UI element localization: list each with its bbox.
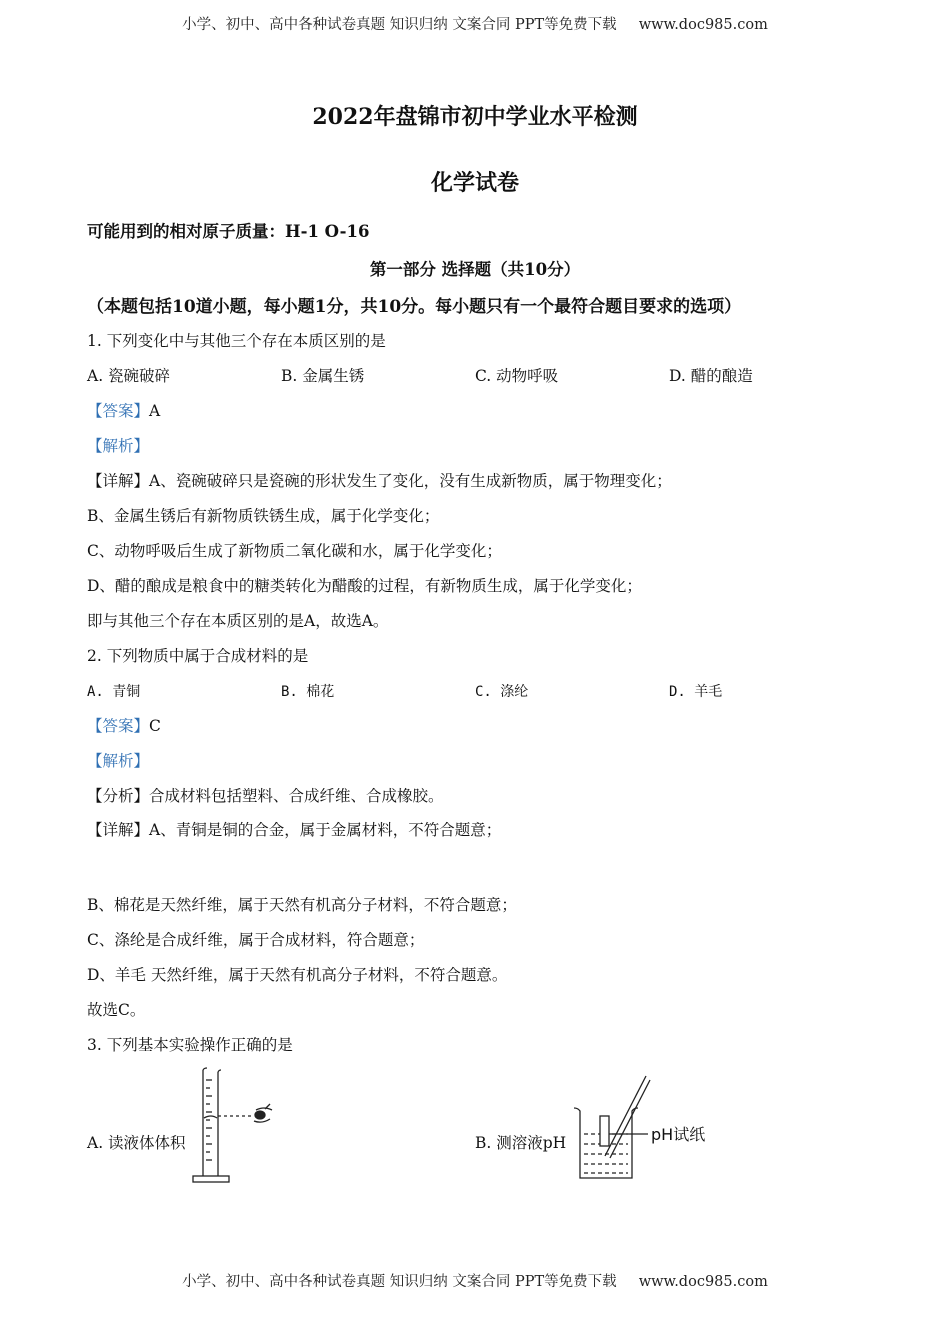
q3-stem: 3. 下列基本实验操作正确的是 (87, 1036, 293, 1054)
q1-line: 【详解】A、瓷碗破碎只是瓷碗的形状发生了变化，没有生成新物质，属于物理变化； (87, 472, 672, 490)
q1-stem: 1. 下列变化中与其他三个存在本质区别的是 (87, 332, 386, 350)
q1-line: C、动物呼吸后生成了新物质二氧化碳和水，属于化学变化； (87, 542, 502, 560)
exam-title: 2022年盘锦市初中学业水平检测 (312, 104, 638, 130)
q2-line: C、涤纶是合成纤维，属于合成材料，符合题意； (87, 931, 425, 949)
q2-option-d: D. 羊毛 (669, 684, 723, 700)
q2-line: 【分析】合成材料包括塑料、合成纤维、合成橡胶。 (87, 787, 444, 805)
q2-line: 故选C。 (87, 1001, 146, 1019)
header-text: 小学、初中、高中各种试卷真题 知识归纳 文案合同 PPT等免费下载 (182, 17, 617, 33)
q2-option-c: C. 涤纶 (475, 684, 529, 700)
q2-analysis-tag: 【解析】 (87, 752, 150, 770)
q2-line: B、棉花是天然纤维，属于天然有机高分子材料，不符合题意； (87, 896, 517, 914)
footer-site[interactable]: www.doc985.com (638, 1274, 768, 1290)
q3-option-a: A. 读液体体积 (87, 1134, 186, 1152)
q2-option-a: A. 青铜 (87, 684, 141, 700)
q1-line: B、金属生锈后有新物质铁锈生成，属于化学变化； (87, 507, 440, 525)
q1-line: 即与其他三个存在本质区别的是A，故选A。 (87, 612, 389, 630)
q1-option-d: D. 醋的酿造 (669, 367, 753, 385)
q1-answer (87, 399, 160, 421)
q2-line: 【详解】A、青铜是铜的合金，属于金属材料，不符合题意； (87, 821, 502, 839)
q1-option-b: B. 金属生锈 (281, 367, 365, 385)
q2-stem: 2. 下列物质中属于合成材料的是 (87, 647, 309, 665)
answer-value: C (149, 717, 161, 735)
atomic-mass-note: 可能用到的相对原子质量：H-1 O-16 (87, 222, 370, 241)
ph-paper-label: pH试纸 (651, 1125, 706, 1144)
header-site[interactable]: www.doc985.com (638, 17, 768, 33)
section-title: 第一部分 选择题（共10分） (369, 260, 581, 279)
page-footer (0, 1270, 950, 1291)
graduated-cylinder-figure (190, 1066, 280, 1188)
q2-line: D、羊毛 天然纤维，属于天然有机高分子材料，不符合题意。 (87, 966, 508, 984)
q1-option-a: A. 瓷碗破碎 (87, 367, 171, 385)
footer-text: 小学、初中、高中各种试卷真题 知识归纳 文案合同 PPT等免费下载 (182, 1274, 617, 1290)
answer-tag: 【答案】 (87, 402, 150, 420)
section-note: （本题包括10道小题，每小题1分，共10分。每小题只有一个最符合题目要求的选项） (87, 297, 742, 317)
page-header (0, 13, 950, 34)
exam-subtitle: 化学试卷 (430, 170, 519, 196)
answer-value: A (149, 402, 161, 420)
q2-option-b: B. 棉花 (281, 684, 335, 700)
q1-analysis-tag: 【解析】 (87, 437, 150, 455)
q1-line: D、醋的酿成是粮食中的糖类转化为醋酸的过程，有新物质生成，属于化学变化； (87, 577, 642, 595)
q1-option-c: C. 动物呼吸 (475, 367, 559, 385)
q2-answer (87, 714, 161, 736)
q3-option-b: B. 测溶液pH (475, 1134, 567, 1152)
answer-tag: 【答案】 (87, 717, 150, 735)
